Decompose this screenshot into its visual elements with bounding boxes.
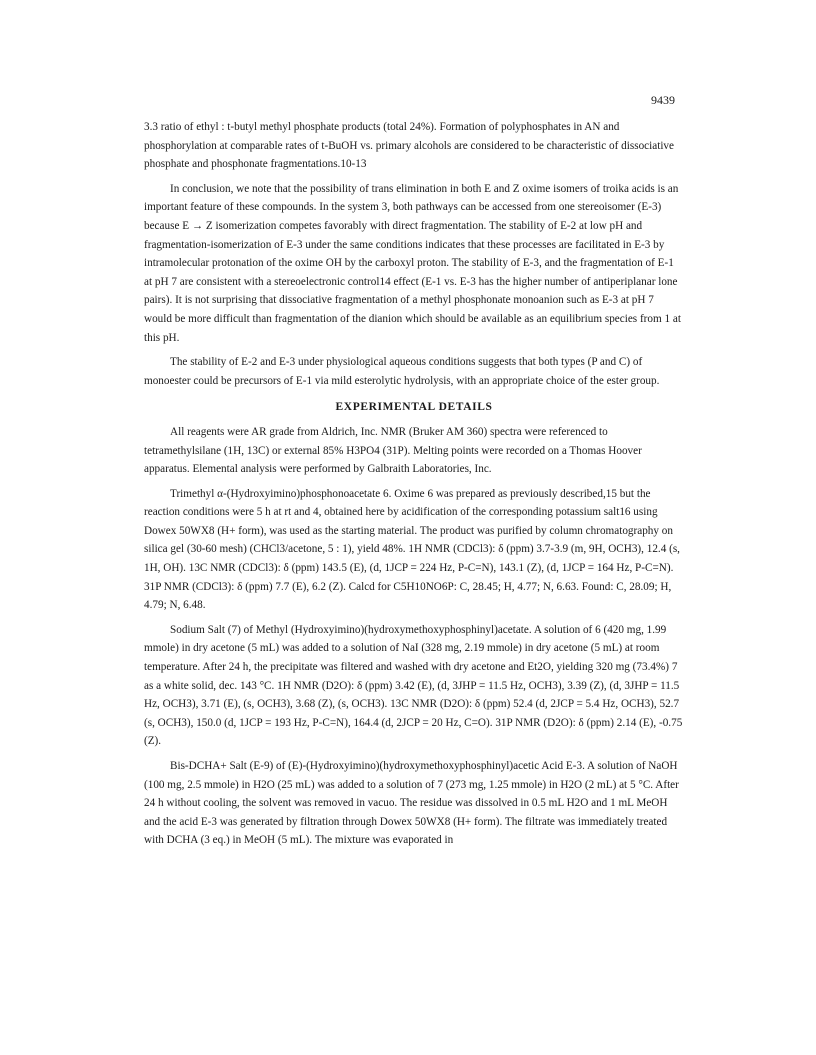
paragraph-compound-7: Sodium Salt (7) of Methyl (Hydroxyimino)(hydroxymethoxyphosphinyl)acetate. A solution of 6 (420 mg, 1.99 mmole) in dry acetone (5 mL) was added to a solution of NaI (328 mg, 2.19 mmole) in dry acetone (5 mL) at room temperature. After 24 h, the precipitate was filtered and washed with dry acetone and Et2O, yielding 320 mg (73.4%) 7 as a white solid, dec. 143 °C. 1H NMR (D2O): δ (ppm) 3.42 (E), (d, 3JHP = 11.5 Hz, OCH3), 3.39 (Z), (d, 3JHP = 11.5 Hz, OCH3), 3.71 (E), (s, OCH3), 3.68 (Z), (s, OCH3). 13C NMR (D2O): δ (ppm) 52.4 (d, 2JCP = 5.4 Hz, OCH3), 52.7 (s, OCH3), 150.0 (d, 1JCP = 193 Hz, P-C=N), 164.4 (d, 2JCP = 20 Hz, C=O). 31P NMR (D2O): δ (ppm) 2.14 (E), -0.75 (Z). bbox=[144, 623, 683, 748]
paragraph-compound-6: Trimethyl α-(Hydroxyimino)phosphonoacetate 6. Oxime 6 was prepared as previously described,15 but the reaction conditions were 5 h at rt and 4, obtained here by acidification of the corresponding potassium salt16 using Dowex 50WX8 (H+ form), was used as the starting material. The product was purified by column chromatography on silica gel (30-60 mesh) (CHCl3/acetone, 5 : 1), yield 48%. 1H NMR (CDCl3): δ (ppm) 3.7-3.9 (m, 9H, OCH3), 12.4 (s, 1H, OH). 13C NMR (CDCl3): δ (ppm) 143.5 (E), (d, 1JCP = 224 Hz, P-C=N), 143.1 (Z), (d, 1JCP = 164 Hz, P-C=N). 31P NMR (CDCl3): δ (ppm) 7.7 (E), 6.2 (Z). Calcd for C5H10NO6P: C, 28.45; H, 4.77; N, 6.63. Found: C, 28.09; H, 4.79; N, 6.48. bbox=[144, 487, 680, 612]
section-heading: EXPERIMENTAL DETAILS bbox=[335, 401, 493, 414]
paragraph-compound-e9: Bis-DCHA+ Salt (E-9) of (E)-(Hydroxyimino)(hydroxymethoxyphosphinyl)acetic Acid E-3. A solution of NaOH (100 mg, 2.5 mmole) in H2O (25 mL) was added to a solution of 7 (273 mg, 1.25 mmole) in H2O (2 mL) at 5 °C. After 24 h without cooling, the solvent was removed in vacuo. The residue was dissolved in 0.5 mL H2O and 1 mL MeOH and the acid E-3 was generated by filtration through Dowex 50WX8 (H+ form). The filtrate was immediately treated with DCHA (3 eq.) in MeOH (5 mL). The mixture was evaporated in bbox=[144, 760, 679, 847]
paragraph-stability: The stability of E-2 and E-3 under physiological aqueous conditions suggests that both types (P and C) of monoester could be precursors of E-1 via mild esterolytic hydrolysis, with an appropriate choice of the ester group. bbox=[144, 356, 660, 387]
page-number: 9439 bbox=[651, 93, 675, 107]
paragraph-continuation: 3.3 ratio of ethyl : t-butyl methyl phosphate products (total 24%). Formation of polyphosphates in AN and phosphorylation at comparable rates of t-BuOH vs. primary alcohols are considered to be characteristic of dissociative phosphate and phosphonate fragmentations.10-13 bbox=[144, 121, 674, 171]
paragraph-reagents: All reagents were AR grade from Aldrich, Inc. NMR (Bruker AM 360) spectra were referenced to tetramethylsilane (1H, 13C) or external 85% H3PO4 (31P). Melting points were recorded on a Thomas Hoover apparatus. Elemental analysis were performed by Galbraith Laboratories, Inc. bbox=[144, 425, 642, 476]
paragraph-conclusion: In conclusion, we note that the possibility of trans elimination in both E and Z oxime isomers of troika acids is an important feature of these compounds. In the system 3, both pathways can be accessed from one stereoisomer (E-3) because E → Z isomerization competes favorably with direct fragmentation. The stability of E-2 at low pH and fragmentation-isomerization of E-3 under the same conditions indicates that these processes are facilitated in E-3 by intramolecular protonation of the oxime OH by the carboxyl proton. The stability of E-3, and the fragmentation of E-1 at pH 7 are consistent with a stereoelectronic control14 effect (E-1 vs. E-3 has the higher number of antiperiplanar lone pairs). It is not surprising that dissociative fragmentation of a methyl phosphonate monoanion such as E-3 at pH 7 would be more difficult than fragmentation of the dianion which should be available as an equilibrium species from 1 at this pH. bbox=[144, 182, 681, 344]
page-body bbox=[144, 118, 684, 850]
